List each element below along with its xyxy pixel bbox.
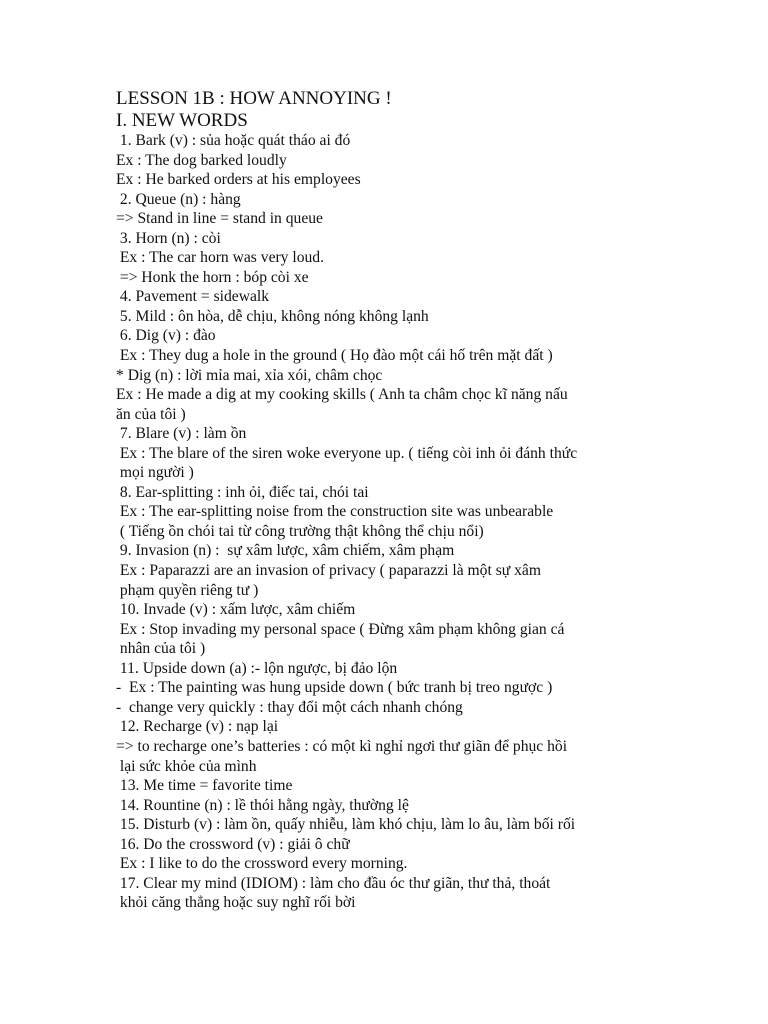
lesson-title: LESSON 1B : HOW ANNOYING ! (116, 88, 392, 109)
vocabulary-line: nhân của tôi ) (116, 640, 206, 658)
vocabulary-line: 6. Dig (v) : đào (116, 327, 216, 345)
vocabulary-line: mọi người ) (116, 464, 194, 482)
vocabulary-line: 12. Recharge (v) : nạp lại (116, 718, 279, 736)
vocabulary-list (116, 131, 656, 913)
vocabulary-line: 4. Pavement = sidewalk (116, 288, 270, 306)
vocabulary-line: 3. Horn (n) : còi (116, 229, 221, 247)
vocabulary-line: Ex : He made a dig at my cooking skills ( Anh ta châm chọc kĩ năng nấu (116, 386, 568, 404)
vocabulary-line: khỏi căng thẳng hoặc suy nghĩ rối bời (116, 894, 356, 912)
vocabulary-line: 10. Invade (v) : xấm lược, xâm chiếm (116, 601, 356, 619)
vocabulary-line: ( Tiếng ồn chói tai từ công trường thật không thể chịu nổi) (116, 522, 484, 540)
vocabulary-line: Ex : The dog barked loudly (116, 151, 287, 169)
vocabulary-line: - Ex : The painting was hung upside down ( bức tranh bị treo ngược ) (116, 679, 553, 697)
vocabulary-line: 11. Upside down (a) :- lộn ngược, bị đảo lộn (116, 659, 398, 677)
vocabulary-line: => Stand in line = stand in queue (116, 210, 323, 228)
vocabulary-line: Ex : I like to do the crossword every morning. (116, 855, 408, 873)
vocabulary-line: 16. Do the crossword (v) : giải ô chữ (116, 835, 350, 853)
vocabulary-line: 2. Queue (n) : hàng (116, 190, 241, 208)
vocabulary-line: phạm quyền riêng tư ) (116, 581, 259, 599)
document-page (116, 88, 656, 913)
vocabulary-line: Ex : The car horn was very loud. (116, 249, 325, 267)
vocabulary-line: 7. Blare (v) : làm ồn (116, 425, 247, 443)
vocabulary-line: Ex : Paparazzi are an invasion of privacy ( paparazzi là một sự xâm (116, 562, 541, 580)
vocabulary-line: - change very quickly : thay đổi một cách nhanh chóng (116, 698, 463, 716)
vocabulary-line: * Dig (n) : lời mỉa mai, xỉa xói, châm chọc (116, 366, 383, 384)
vocabulary-line: Ex : The blare of the siren woke everyone up. ( tiếng còi inh ỏi đánh thức (116, 444, 578, 462)
vocabulary-line: 15. Disturb (v) : làm ồn, quấy nhiễu, làm khó chịu, làm lo âu, làm bối rối (116, 816, 576, 834)
vocabulary-line: 13. Me time = favorite time (116, 777, 293, 795)
vocabulary-line: Ex : He barked orders at his employees (116, 171, 361, 189)
vocabulary-line: => Honk the horn : bóp còi xe (116, 268, 309, 286)
vocabulary-line: 5. Mild : ôn hòa, dễ chịu, không nóng không lạnh (116, 307, 429, 325)
vocabulary-line: 1. Bark (v) : sủa hoặc quát tháo ai đó (116, 132, 351, 149)
section-heading: I. NEW WORDS (116, 110, 248, 131)
vocabulary-line: 9. Invasion (n) : sự xâm lược, xâm chiếm, xâm phạm (116, 542, 455, 560)
vocabulary-line: Ex : The ear-splitting noise from the construction site was unbearable (116, 503, 554, 521)
vocabulary-line: lại sức khỏe của mình (116, 757, 257, 775)
vocabulary-line: Ex : Stop invading my personal space ( Đừng xâm phạm không gian cá (116, 620, 565, 638)
vocabulary-line: 17. Clear my mind (IDIOM) : làm cho đầu óc thư giãn, thư thả, thoát (116, 874, 551, 892)
vocabulary-line: 8. Ear-splitting : inh ỏi, điếc tai, chói tai (116, 483, 369, 501)
vocabulary-line: Ex : They dug a hole in the ground ( Họ đào một cái hố trên mặt đất ) (116, 347, 553, 365)
vocabulary-line: => to recharge one’s batteries : có một kì nghỉ ngơi thư giãn để phục hồi (116, 737, 568, 755)
vocabulary-line: ăn của tôi ) (116, 405, 186, 423)
vocabulary-line: 14. Rountine (n) : lề thói hằng ngày, thường lệ (116, 796, 409, 814)
